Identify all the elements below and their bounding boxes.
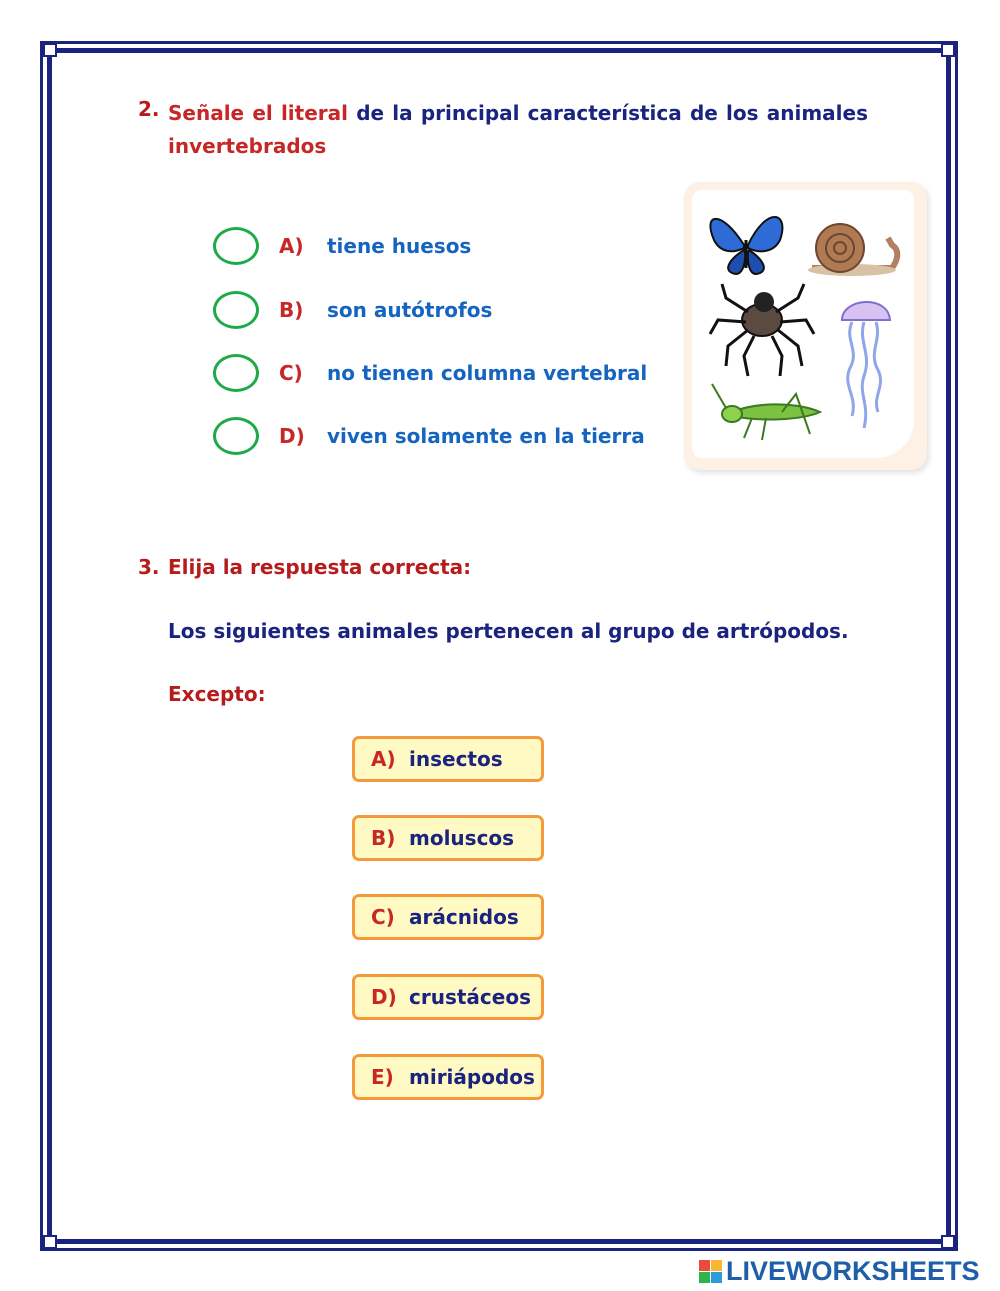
question-3-number: 3. (138, 555, 160, 579)
choice-a-button[interactable] (352, 736, 544, 782)
invertebrates-illustration (692, 190, 914, 458)
invertebrates-image (692, 190, 914, 458)
option-text: tiene huesos (327, 234, 472, 258)
choice-letter: D) (371, 985, 397, 1009)
option-text: son autótrofos (327, 298, 493, 322)
option-text: viven solamente en la tierra (327, 424, 645, 448)
choice-text: crustáceos (409, 985, 531, 1009)
question-2-prompt (168, 97, 868, 163)
choice-text: moluscos (409, 826, 515, 850)
choice-c-button[interactable] (352, 894, 544, 940)
question-3-title: Elija la respuesta correcta: (168, 555, 472, 579)
grasshopper-icon (712, 384, 820, 440)
question-3-statement: Los siguientes animales pertenecen al grupo de artrópodos. (168, 619, 849, 643)
choice-text: arácnidos (409, 905, 519, 929)
logo-text: LIVEWORKSHEETS (726, 1255, 980, 1286)
choice-letter: A) (371, 747, 396, 771)
butterfly-icon (710, 217, 782, 274)
question-2-number: 2. (138, 97, 160, 121)
option-d-radio[interactable] (213, 417, 259, 455)
choice-letter: C) (371, 905, 395, 929)
question-2-prompt-red: Señale el literal (168, 101, 348, 125)
choice-text: miriápodos (409, 1065, 535, 1089)
option-a-radio[interactable] (213, 227, 259, 265)
question-2-option-b[interactable] (213, 288, 492, 332)
choice-b-button[interactable] (352, 815, 544, 861)
option-letter: B) (279, 298, 304, 322)
option-b-radio[interactable] (213, 291, 259, 329)
option-text: no tienen columna vertebral (327, 361, 648, 385)
frame-corner-icon (43, 1235, 57, 1249)
option-letter: C) (279, 361, 303, 385)
question-3-except-label: Excepto: (168, 682, 266, 706)
jellyfish-icon (842, 302, 890, 428)
choice-letter: E) (371, 1065, 394, 1089)
spider-icon (710, 284, 814, 376)
choice-e-button[interactable] (352, 1054, 544, 1100)
question-2-option-a[interactable] (213, 224, 471, 268)
question-2-prompt-red-end: invertebrados (168, 134, 327, 158)
choice-letter: B) (371, 826, 396, 850)
frame-corner-icon (941, 1235, 955, 1249)
choice-text: insectos (409, 747, 503, 771)
invertebrates-image-card (684, 182, 927, 470)
choice-d-button[interactable] (352, 974, 544, 1020)
liveworksheets-logo[interactable] (699, 1256, 980, 1286)
question-2-option-d[interactable] (213, 414, 645, 458)
option-letter: A) (279, 234, 304, 258)
option-c-radio[interactable] (213, 354, 259, 392)
logo-squares-icon (699, 1260, 722, 1283)
frame-corner-icon (941, 43, 955, 57)
frame-corner-icon (43, 43, 57, 57)
question-2-option-c[interactable] (213, 351, 647, 395)
snail-icon (808, 224, 897, 276)
question-2-prompt-blue: de la principal característica de los animales (348, 101, 868, 125)
option-letter: D) (279, 424, 305, 448)
